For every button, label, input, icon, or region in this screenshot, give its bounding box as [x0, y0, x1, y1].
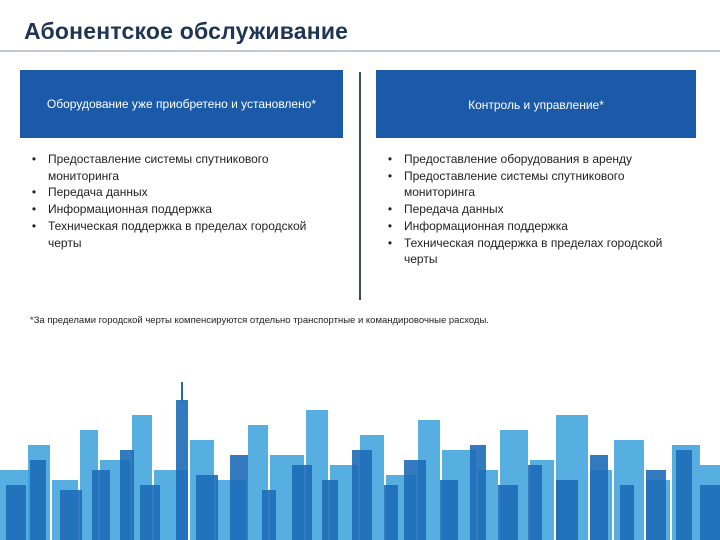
list-item-text: Техническая поддержка в пределах городской черты [48, 218, 307, 250]
list-item [28, 151, 338, 184]
bullet-icon: • [387, 218, 393, 233]
list-item-text: Предоставление системы спутникового мониторинга [48, 152, 269, 183]
city-skyline-image [0, 380, 720, 540]
list-item [28, 201, 338, 218]
list-item [384, 151, 696, 168]
list-item-text: Предоставление системы спутникового мониторинга [404, 168, 625, 200]
list-item-text: Информационная поддержка [48, 202, 212, 217]
list-item [384, 201, 696, 218]
right-service-list [384, 151, 696, 268]
bullet-icon: • [31, 218, 37, 233]
list-item [28, 184, 338, 201]
list-item [384, 168, 696, 201]
left-panel-header [20, 70, 343, 138]
list-item-text: Передача данных [48, 185, 148, 200]
bullet-icon: • [31, 185, 37, 200]
left-panel-header-label: Оборудование уже приобретено и установлено* [46, 97, 317, 111]
bullet-icon: • [387, 235, 393, 250]
bullet-icon: • [31, 202, 37, 217]
bullet-icon: • [387, 152, 393, 166]
right-panel-header [376, 70, 696, 138]
left-service-list [28, 151, 338, 251]
title-underline [0, 50, 720, 52]
list-item-text: Информационная поддержка [404, 218, 568, 233]
list-item-text: Предоставление оборудования в аренду [404, 152, 633, 166]
bullet-icon: • [387, 168, 393, 183]
right-panel-header-label: Контроль и управление* [468, 98, 604, 112]
footnote: *За пределами городской черты компенсируются отдельно транспортные и командировочные расходы. [30, 315, 489, 326]
list-item [384, 235, 696, 268]
column-divider [359, 72, 361, 300]
list-item [28, 218, 338, 251]
list-item-text: Передача данных [404, 202, 504, 217]
page-title: Абонентское обслуживание [24, 18, 349, 44]
bullet-icon: • [31, 152, 37, 166]
list-item-text: Техническая поддержка в пределах городской черты [404, 235, 663, 267]
bullet-icon: • [387, 202, 393, 217]
list-item [384, 218, 696, 235]
